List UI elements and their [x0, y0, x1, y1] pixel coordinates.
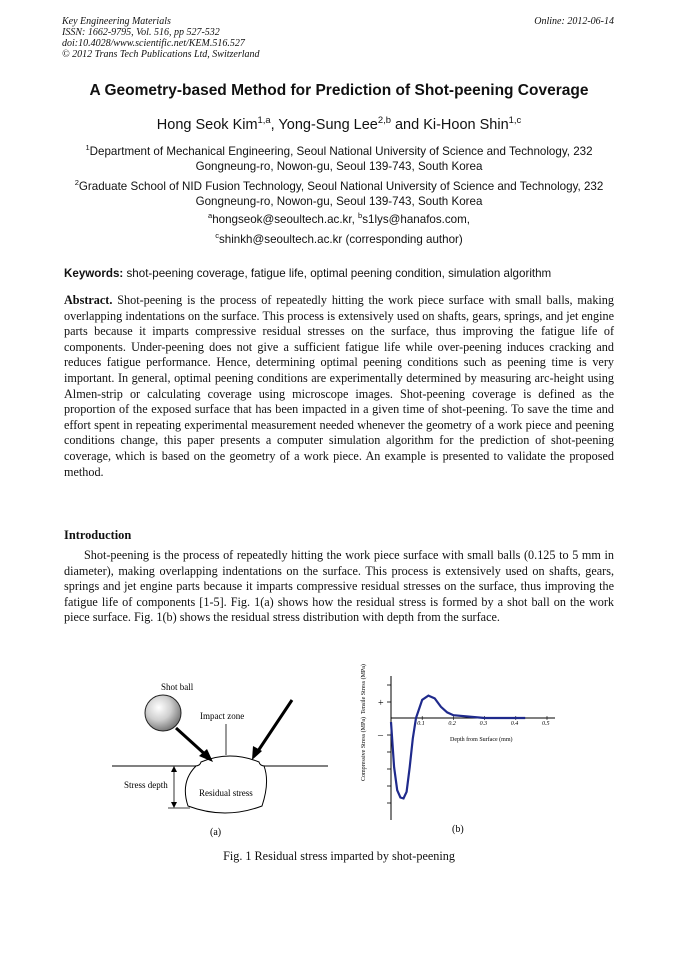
- abstract-text: Shot-peening is the process of repeatedly hitting the work piece surface with small balls, making overlapping indentations on the surface. This process is extensively used on shafts, gears, springs, and jet engine parts because it imparts compressive residual stresses on the surface, thus improving the fatigue life of components. Under-peening does not give a sufficient fatigue life while over-peening induces cracking and reduces fatigue performance. Hence, determining optimal peening conditions such as peening time is very important. In general, optimal peening conditions are experimentally determined by measuring arc-height using Almen-strip or calculating coverage using microscope images. Shot-peening coverage is defined as the proportion of the exposed surface that has been impacted in a given time of shot-peening. To save the time and effort spent in repeating experimental measurement needed whenever the geometry of a work piece and peening conditions change, this paper presents a computer simulation algorithm for the prediction of shot-peening coverage, which is based on the geometry of a work piece. An example is presented to validate the proposed method.: [64, 293, 614, 479]
- x-tick-labels: [417, 716, 549, 727]
- paper-title: A Geometry-based Method for Prediction of Shot-peening Coverage: [89, 82, 589, 99]
- y-axis-label-tensile: Tensile Stress (MPa): [361, 664, 367, 714]
- affiliation-2: [64, 175, 614, 209]
- residual-stress-zone: [185, 766, 266, 813]
- copyright-line: © 2012 Trans Tech Publications Ltd, Switzerland: [62, 49, 260, 60]
- x-tick-label: 0.2: [448, 721, 456, 727]
- author-superscript: 2,b: [377, 114, 391, 125]
- author-superscript: 1,a: [257, 114, 271, 125]
- email-address: s1lys@hanafos.com,: [362, 212, 471, 226]
- compressive-sign: –: [378, 730, 383, 741]
- figure-1a-schematic: [112, 682, 328, 838]
- figure-1a-label: (a): [210, 827, 222, 838]
- figure-caption: Fig. 1 Residual stress imparted by shot-peening: [223, 849, 455, 863]
- keywords-text: shot-peening coverage, fatigue life, optimal peening condition, simulation algorithm: [123, 267, 552, 280]
- keywords: [64, 267, 614, 280]
- journal-name: Key Engineering Materials: [62, 16, 171, 27]
- affiliation-1: [64, 140, 614, 174]
- email-address: shinkh@seoultech.ac.kr (corresponding author): [218, 232, 463, 246]
- author-name: Hong Seok Kim: [156, 116, 258, 133]
- x-tick-label: 0.1: [417, 721, 425, 727]
- email-address: hongseok@seoultech.ac.kr,: [212, 212, 359, 226]
- arrow-head-icon: [171, 802, 177, 808]
- email-superscript: b: [358, 211, 363, 220]
- email-line-1: [64, 211, 614, 226]
- incoming-shot-arrow: [176, 728, 208, 757]
- keywords-label: Keywords:: [64, 267, 124, 280]
- residual-stress-label: Residual stress: [199, 788, 253, 798]
- issn-line: ISSN: 1662-9795, Vol. 516, pp 527-532: [62, 27, 220, 38]
- introduction-paragraph: Shot-peening is the process of repeatedly hitting the work piece surface with small balls (0.125 to 5 mm in diameter), making overlapping indentations on the surface. This process is extensively used on shafts, gears, springs and jet engine parts because it imparts compressive residual stresses on the surface, thus improving the fatigue life of components [1-5]. Fig. 1(a) shows how the residual stress is formed by a shot ball on the work piece surface. Fig. 1(b) shows the residual stress distribution with depth from the surface.: [64, 548, 614, 625]
- shot-ball-label: Shot ball: [161, 682, 194, 692]
- email-line-2: [64, 231, 614, 246]
- journal-header: [62, 16, 260, 60]
- affiliation-text: Graduate School of NID Fusion Technology, Seoul National University of Science and Technology, 232 Gongneung-ro, Nowon-gu, Seoul 139-743, South Korea: [78, 179, 604, 208]
- impact-zone-label: Impact zone: [200, 711, 245, 721]
- author-name: Yong-Sung Lee: [278, 116, 378, 133]
- tensile-sign: +: [378, 698, 384, 709]
- work-piece-surface: [112, 756, 328, 766]
- x-tick-label: 0.3: [479, 721, 488, 727]
- x-tick-label: 0.5: [542, 721, 550, 727]
- arrow-head-icon: [252, 746, 262, 760]
- author-name: Ki-Hoon Shin: [423, 116, 509, 133]
- affiliation-superscript: 2: [74, 178, 79, 187]
- stress-depth-label: Stress depth: [124, 780, 168, 790]
- y-axis-label-compressive: Compressive Stress (MPa): [361, 717, 367, 781]
- figure-1b-label: (b): [452, 824, 464, 835]
- doi-line: doi:10.4028/www.scientific.net/KEM.516.527: [62, 38, 245, 49]
- figure-1b-chart: [360, 664, 555, 835]
- email-superscript: c: [215, 231, 219, 240]
- affiliation-superscript: 1: [85, 143, 90, 152]
- arrow-head-icon: [199, 749, 213, 762]
- x-axis-label: Depth from Surface (mm): [450, 737, 513, 743]
- abstract-label: Abstract.: [64, 293, 113, 307]
- author-list: [30, 114, 648, 133]
- author-separator: and: [390, 116, 424, 133]
- online-date: Online: 2012-06-14: [534, 16, 614, 27]
- residual-stress-curve: [391, 696, 525, 799]
- affiliation-text: Department of Mechanical Engineering, Seoul National University of Science and Technology, 232 Gongneung-ro, Nowon-gu, Seoul 139-743, South Korea: [89, 144, 593, 173]
- x-tick-label: 0.4: [510, 721, 519, 727]
- author-separator: ,: [270, 116, 279, 133]
- email-superscript: a: [207, 211, 213, 220]
- rebound-shot-arrow: [256, 700, 292, 754]
- shot-ball-icon: [145, 695, 181, 731]
- arrow-head-icon: [171, 766, 177, 772]
- author-superscript: 1,c: [508, 114, 522, 125]
- section-title-introduction: Introduction: [64, 528, 132, 542]
- abstract: [64, 293, 614, 480]
